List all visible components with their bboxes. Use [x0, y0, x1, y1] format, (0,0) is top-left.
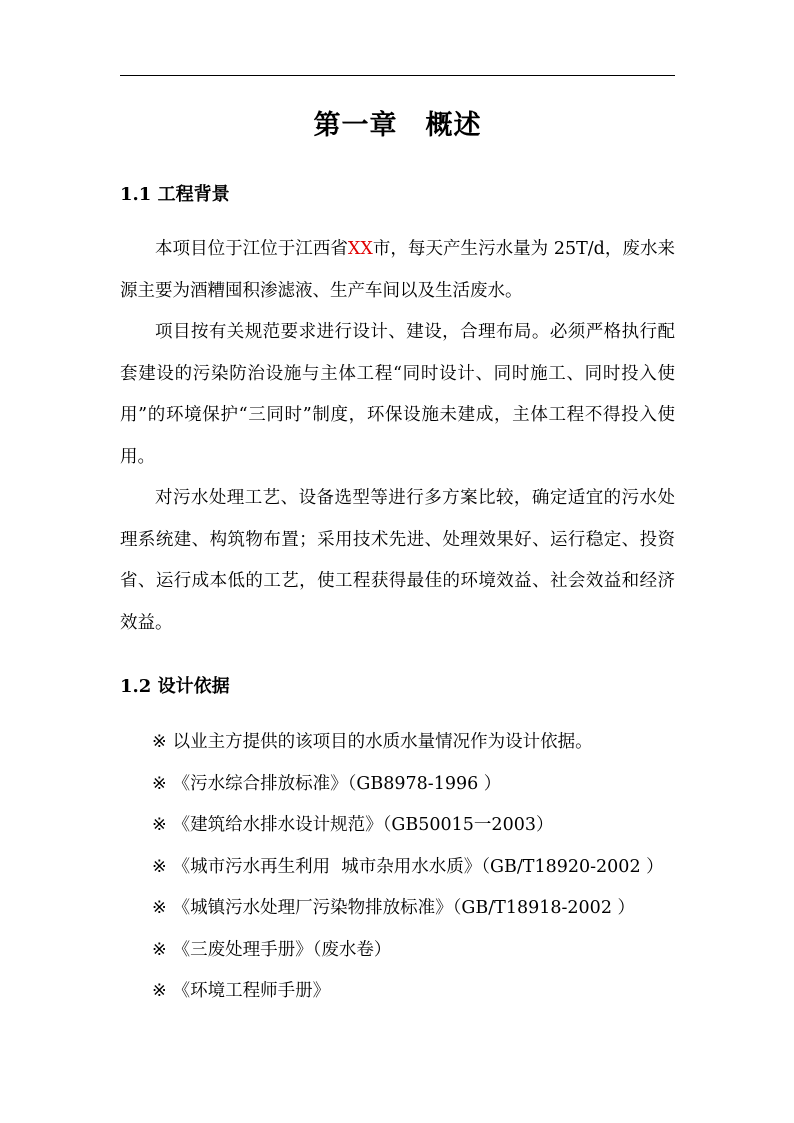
- header-rule: [120, 75, 675, 76]
- section-heading-1-1: 1.1 工程背景: [120, 184, 230, 205]
- paragraph-design-requirements: 项目按有关规范要求进行设计、建设，合理布局。必须严格执行配套建设的污染防治设施与主体工程“同时设计、同时施工、同时投入使用”的环境保护“三同时”制度，环保设施未建成，主体工程不得投入使用。: [120, 322, 675, 467]
- paragraph-project-background: [120, 229, 675, 312]
- reference-bullet: ※: [152, 856, 167, 877]
- list-item: [152, 805, 692, 847]
- reference-bullet: ※: [152, 939, 167, 960]
- list-item-text: 《城镇污水处理厂污染物排放标准》（GB/T18918-2002 ）: [172, 898, 636, 918]
- reference-bullet: ※: [152, 898, 167, 918]
- list-item-text: 《污水综合排放标准》（GB8978-1996 ）: [172, 773, 502, 794]
- list-item-text: 《三废处理手册》（废水卷）: [172, 939, 392, 960]
- reference-bullet: ※: [152, 773, 167, 794]
- list-item: [152, 847, 692, 889]
- reference-bullet: ※: [152, 981, 167, 1001]
- list-item: [152, 930, 692, 972]
- list-item-text: 《城市污水再生利用 城市杂用水水质》（GB/T18920-2002 ）: [172, 856, 664, 877]
- list-item: [152, 722, 692, 764]
- reference-bullet: ※: [152, 815, 167, 835]
- paragraph-text: 本项目位于江位于江西省: [155, 239, 348, 259]
- location-placeholder: XX: [347, 239, 373, 259]
- paragraph-process-comparison: 对污水处理工艺、设备选型等进行多方案比较，确定适宜的污水处理系统建、构筑物布置；采用技术先进、处理效果好、运行稳定、投资省、运行成本低的工艺，使工程获得最佳的环境效益、社会效益和经济效益。: [120, 488, 675, 633]
- reference-bullet: ※: [152, 732, 167, 752]
- list-item-text: 以业主方提供的该项目的水质水量情况作为设计依据。: [172, 732, 593, 752]
- list-item: [152, 888, 692, 930]
- list-item: [152, 764, 692, 806]
- list-item-text: 《建筑给水排水设计规范》（GB50015一2003）: [172, 815, 554, 835]
- paragraph-text: 市，每天产生污水量为 25T/d，废水来源主要为酒糟囤积渗滤液、生产车间以及生活废水。: [120, 239, 676, 301]
- chapter-title: 第一章 概述: [313, 110, 482, 141]
- design-basis-list: [152, 722, 692, 1013]
- list-item: [152, 971, 692, 1013]
- list-item-text: 《环境工程师手册》: [172, 981, 331, 1001]
- section-heading-1-2: 1.2 设计依据: [120, 676, 230, 697]
